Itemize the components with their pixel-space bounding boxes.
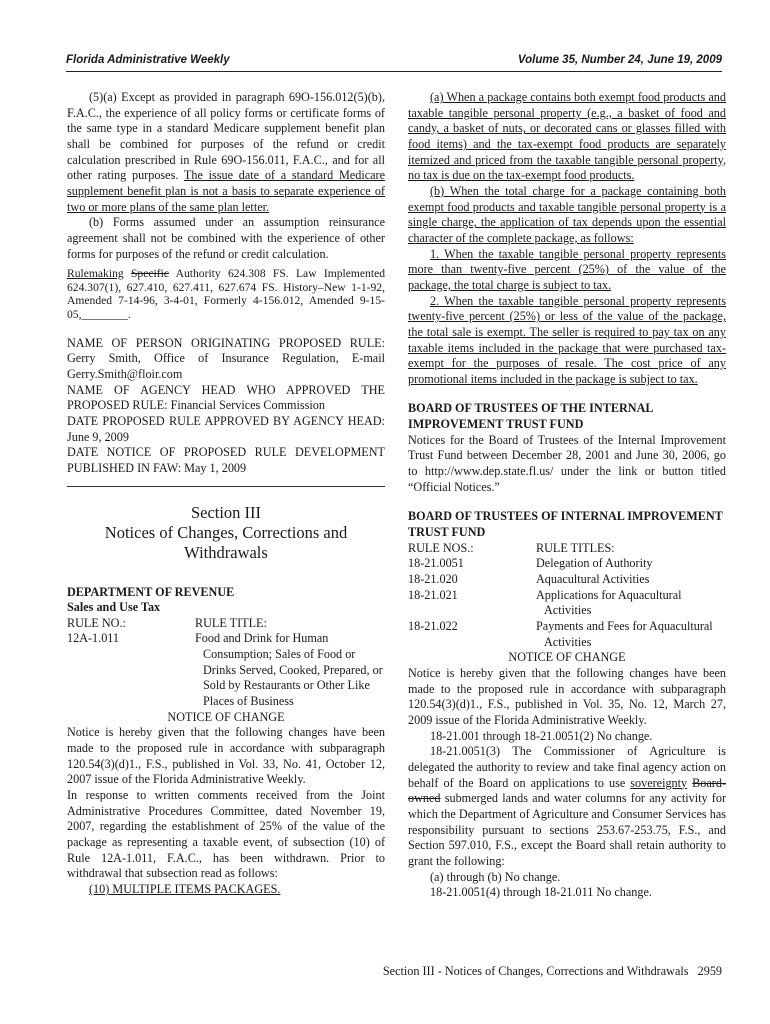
authority-blank: ________ <box>81 308 128 321</box>
authority-date: 9-15-05, <box>67 294 385 321</box>
section-divider <box>67 486 385 487</box>
rule-title: Delegation of Authority <box>536 556 653 571</box>
rule-title: Applications for Aquacultural Activities <box>536 587 682 618</box>
page-footer <box>383 964 722 979</box>
department-heading: DEPARTMENT OF REVENUE <box>67 584 235 599</box>
rule-row <box>408 619 726 650</box>
notice-text: Notice is hereby given that the following changes have been made to the proposed rule in accordance with subparagraph 120.54(3)(d)1., F.S., published in Vol. 33, No. 41, October 12, 2007 issue of the Florida Administrative Weekly. <box>67 725 385 787</box>
section-heading-line2: Notices of Changes, Corrections and <box>104 522 348 542</box>
rule-title: Aquacultural Activities <box>536 572 650 587</box>
paragraph-3 <box>408 744 726 869</box>
rule-title-label: RULE TITLE: <box>195 615 267 630</box>
date-notice: DATE NOTICE OF PROPOSED RULE DEVELOPMENT PUBLISHED IN FAW: May 1, 2009 <box>67 445 385 475</box>
rule-row <box>408 556 726 572</box>
rule-number: 18-21.0051 <box>408 556 464 571</box>
paragraph-3-rest: submerged lands and water columns for any activity for which the Department of Agriculture and Consumer Services has responsibility pursuant to sections 253.67-253.75, F.S., and Section 597.010, F.S., except the Board shall retain authority to grant the following: <box>408 791 727 868</box>
rule-number: 18-21.021 <box>408 587 458 602</box>
rule-no: 12A-1.011 <box>67 631 120 646</box>
rule-titles-label: RULE TITLES: <box>536 540 615 555</box>
board-owned-struck: Board-owned <box>408 775 727 806</box>
page-number: 2959 <box>697 964 722 978</box>
originator: NAME OF PERSON ORIGINATING PROPOSED RULE: Gerry Smith, Office of Insurance Regulation, E-mail Gerry.Smith@floir.com <box>67 335 385 381</box>
no-change-3: 18-21.0051(4) through 18-21.011 No change. <box>430 885 652 900</box>
authority-text: Authority 624.308 FS. Law Implemented 624.307(1), 627.410, 627.411, 627.674 FS. History–New 1-1-92, Amended 7-14-96, 3-4-01, Formerly 4-156.012, Amended <box>67 267 386 308</box>
section-heading <box>67 503 385 563</box>
agency-head: NAME OF AGENCY HEAD WHO APPROVED THE PROPOSED RULE: Financial Services Commission <box>67 382 385 413</box>
rule-title: Payments and Fees for Aquacultural Activities <box>536 619 713 649</box>
running-header-publication: Florida Administrative Weekly <box>66 54 230 66</box>
paragraph-5b: (b) Forms assumed under an assumption reinsurance agreement shall not be combined with the experience of other forms for purposes of the refund or credit calculation. <box>67 215 385 261</box>
paragraph-a: (a) When a package contains both exempt food products and taxable tangible personal property (e.g., a basket of food and candy, a basket of nuts, or decorated cans or glasses filled with food items) and the tax-exempt food products are separately itemized and priced from the taxable tangible personal property, no tax is due on the tax-exempt food products. <box>408 90 726 183</box>
department-subheading: Sales and Use Tax <box>67 600 161 615</box>
paragraph-5a-added-text: The issue date of a standard Medicare supplement benefit plan is not a basis to separate experience of two or more plans of the same plan letter. <box>67 168 385 214</box>
paragraph-5a <box>67 90 385 215</box>
board2-heading: BOARD OF TRUSTEES OF INTERNAL IMPROVEMENT TRUST FUND <box>408 509 723 540</box>
section-heading-line1: Section III <box>190 502 262 522</box>
footer-text: Section III - Notices of Changes, Corrections and Withdrawals <box>382 964 689 978</box>
no-change-2: (a) through (b) No change. <box>430 869 561 884</box>
header-rule <box>66 71 722 72</box>
rule-number: 18-21.022 <box>408 619 458 633</box>
authority-end: . <box>127 308 131 321</box>
rule-row <box>408 572 726 588</box>
rule-row <box>67 631 385 709</box>
notice-text: Notice is hereby given that the following changes have been made to the proposed rule in accordance with subparagraph 120.54(3)(d)1., F.S., published in Vol. 35, No. 12, March 27, 2009 issue of the Florida Administrative Weekly. <box>408 665 726 727</box>
paragraph-1: 1. When the taxable tangible personal property represents more than twenty-five percent (25%) of the value of the package, the total charge is subject to tax. <box>408 246 726 292</box>
authority-rulemaking: Rulemaking <box>67 267 124 281</box>
paragraph-2: 2. When the taxable tangible personal property represents twenty-five percent (25%) or less of the value of the package, the total sale is exempt. The seller is required to pay tax on any taxable items included in the package that were purchased tax-exempt for the purposes of resale. The cost price of any promotional items included in the package is subject to tax. <box>408 293 726 386</box>
rule-number: 18-21.020 <box>408 572 458 587</box>
multiple-items-heading: (10) MULTIPLE ITEMS PACKAGES. <box>89 881 281 896</box>
right-column <box>408 90 726 901</box>
authority-specific-struck: Specific <box>130 267 169 281</box>
section-heading-line3: Withdrawals <box>184 542 268 562</box>
notice-of-change-heading: NOTICE OF CHANGE <box>508 650 626 665</box>
paragraph-3-text: 18-21.0051(3) The Commissioner of Agriculture is delegated the authority to review and take final agency action on behalf of the Board on applications to use <box>408 744 726 790</box>
paragraph-5a-text: (5)(a) Except as provided in paragraph 69O-156.012(5)(b), F.A.C., the experience of all policy forms or certificate forms of the same type in a standard Medicare supplement benefit plan shall be combined for purposes of the refund or credit calculation prescribed in Rule 69O-156.011, F.A.C., and for all other rating purposes. <box>67 90 385 183</box>
rule-header-row <box>67 616 385 632</box>
no-change-1: 18-21.001 through 18-21.0051(2) No change. <box>430 728 653 743</box>
paragraph-b: (b) When the total charge for a package containing both exempt food products and taxable tangible personal property is a single charge, the application of tax depends upon the essential character of the complete package, as follows: <box>408 183 726 245</box>
date-approved: DATE PROPOSED RULE APPROVED BY AGENCY HEAD: June 9, 2009 <box>67 413 385 444</box>
running-header-volume: Volume 35, Number 24, June 19, 2009 <box>517 54 722 66</box>
rule-nos-label: RULE NOS.: <box>408 540 474 555</box>
rule-no-label: RULE NO.: <box>67 615 126 630</box>
board1-heading: BOARD OF TRUSTEES OF THE INTERNAL IMPROVEMENT TRUST FUND <box>408 401 653 432</box>
rules-header-row <box>408 541 726 557</box>
rule-authority <box>67 267 385 321</box>
notice-of-change-heading: NOTICE OF CHANGE <box>167 709 285 724</box>
response-text: In response to written comments received from the Joint Administrative Procedures Committee, dated November 19, 2007, regarding the establishment of 25% of the value of the package as representing a taxable event, of subsection (10) of Rule 12A-1.011, F.A.C., has been withdrawn. Prior to withdrawal that subsection read as follows: <box>67 788 385 881</box>
sovereignty-added: sovereignty <box>630 775 688 790</box>
board1-text: Notices for the Board of Trustees of the Internal Improvement Trust Fund between December 28, 2001 and June 30, 2006, go to http://www.dep.state.fl.us/ under the link or button titled “Official Notices.” <box>408 432 726 494</box>
rule-row <box>408 588 726 619</box>
rule-title: Food and Drink for Human Consumption; Sales of Food or Drinks Served, Cooked, Prepared, or Sold by Restaurants or Other Like Places of Business <box>195 631 383 709</box>
left-column <box>67 90 385 898</box>
